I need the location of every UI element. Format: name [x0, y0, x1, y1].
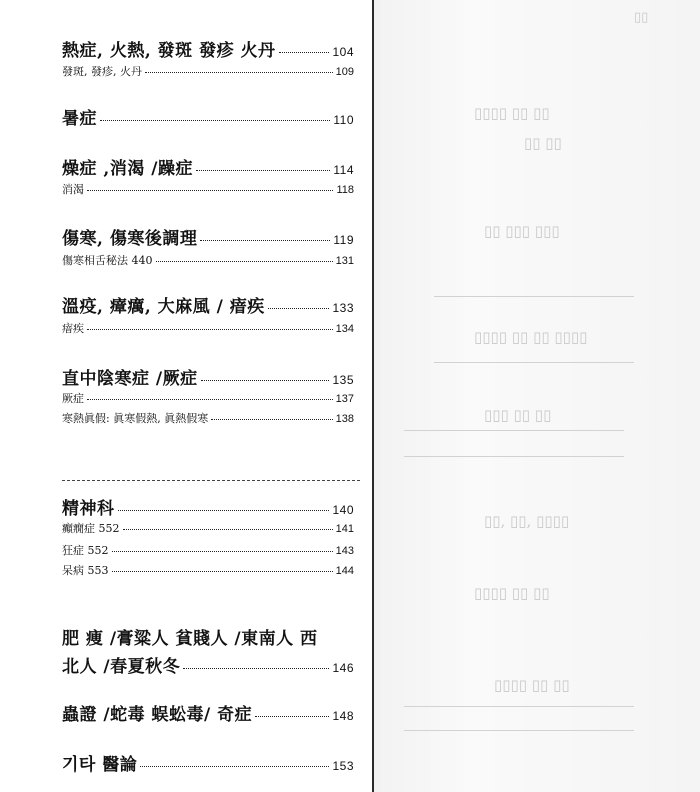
toc-entry-page: 118 — [336, 184, 354, 196]
toc-entry-page: 114 — [333, 163, 354, 177]
dot-leader — [112, 571, 333, 572]
toc-entry-page: 153 — [332, 759, 354, 773]
toc-entry-title: 北人 /春夏秋冬 — [62, 657, 181, 677]
toc-entry-title: 狂症 552 — [62, 544, 109, 557]
dot-leader — [87, 399, 333, 400]
toc-entry-page: 133 — [332, 301, 354, 315]
toc-entry-title: 瘖疾 — [62, 322, 84, 335]
toc-subentry[interactable] — [62, 542, 354, 558]
toc-entry-title: 燥症 ,消渴 /躁症 — [62, 159, 193, 179]
toc-subentry[interactable] — [62, 181, 354, 197]
toc-entry-page: 110 — [333, 113, 354, 127]
toc-subentry[interactable] — [62, 320, 354, 336]
dot-leader — [156, 261, 333, 262]
toc-subentry[interactable] — [62, 562, 354, 578]
toc-entry[interactable] — [62, 292, 354, 317]
toc-subentry[interactable] — [62, 410, 354, 426]
toc-entry-page: 134 — [335, 323, 354, 335]
dot-leader — [145, 72, 333, 73]
dot-leader — [118, 510, 330, 511]
toc-entry-title: 暑症 — [62, 109, 97, 129]
dot-leader — [211, 419, 332, 420]
toc-entry-title: 發斑, 發疹, 火丹 — [62, 65, 142, 78]
toc-entry-title: 精神科 — [62, 499, 115, 519]
dot-leader — [140, 766, 329, 767]
toc-entry-page: 104 — [332, 45, 354, 59]
toc-entry-page: 143 — [335, 545, 354, 557]
toc-entry-title: 消渴 — [62, 183, 84, 196]
dot-leader — [112, 551, 333, 552]
toc-entry-page: 131 — [335, 255, 354, 267]
toc-entry-page: 135 — [332, 373, 354, 387]
right-page-bleedthrough: ▯▯ ▯▯▯▯ ▯▯ ▯▯ ▯▯ ▯▯ ▯▯ ▯▯▯ ▯▯▯ ▯▯▯▯ ▯▯ ▯▯ ▯▯▯▯ ▯▯▯ ▯▯ ▯▯ ▯▯, ▯▯, ▯▯▯▯ ▯▯▯▯ ▯▯ ▯▯ ▯▯▯▯ ▯▯ ▯▯ — [374, 0, 700, 792]
toc-subentry[interactable] — [62, 252, 354, 268]
dot-leader — [200, 240, 330, 241]
toc-entry-page: 138 — [335, 413, 354, 425]
toc-entry[interactable] — [62, 652, 354, 677]
toc-entry-title: 蟲證 /蛇毒 蜈蚣毒/ 奇症 — [62, 705, 253, 725]
toc-subentry[interactable] — [62, 63, 354, 79]
toc-entry-page: 140 — [332, 503, 354, 517]
section-divider — [62, 480, 360, 481]
toc-entry-title: 기타 醫論 — [62, 755, 138, 775]
toc-entry-page: 144 — [335, 565, 354, 577]
dot-leader — [279, 52, 330, 53]
toc-entry-page: 137 — [335, 393, 354, 405]
toc-entry-page: 119 — [333, 233, 354, 247]
toc-entry-title: 傷寒, 傷寒後調理 — [62, 229, 198, 249]
toc-entry[interactable] — [62, 154, 354, 179]
dot-leader — [201, 380, 330, 381]
toc-entry-page: 148 — [332, 709, 354, 723]
toc-entry[interactable] — [62, 364, 354, 389]
toc-entry-title: 熱症, 火熱, 發斑 發疹 火丹 — [62, 41, 276, 61]
toc-entry-title: 傷寒相舌秘法 440 — [62, 254, 153, 267]
toc-entry-title: 溫疫, 瘴癘, 大麻風 / 瘖疾 — [62, 297, 265, 317]
dot-leader — [255, 716, 329, 717]
dot-leader — [196, 170, 330, 171]
dot-leader — [183, 668, 329, 669]
toc-entry[interactable] — [62, 224, 354, 249]
toc-entry-title: 呆病 553 — [62, 564, 109, 577]
toc-entry[interactable] — [62, 750, 354, 775]
toc-entry-title: 直中陰寒症 /厥症 — [62, 369, 198, 389]
toc-entry-page: 109 — [335, 66, 354, 78]
toc-entry[interactable] — [62, 700, 354, 725]
dot-leader — [123, 529, 333, 530]
toc-entry-page: 141 — [335, 523, 354, 535]
toc-entry-title: 寒熱眞假: 眞寒假熱, 眞熱假寒 — [62, 412, 209, 425]
dot-leader — [87, 329, 333, 330]
toc-entry[interactable] — [62, 36, 354, 61]
dot-leader — [100, 120, 330, 121]
toc-entry[interactable] — [62, 104, 354, 129]
toc-entry-title: 厥症 — [62, 392, 84, 405]
dot-leader — [87, 190, 333, 191]
toc-entry-title-line1[interactable]: 肥 痩 /膏粱人 貧賤人 /東南人 西 — [62, 629, 318, 649]
toc-subentry[interactable] — [62, 520, 354, 536]
toc-subentry[interactable] — [62, 390, 354, 406]
toc-entry-page: 146 — [332, 661, 354, 675]
toc-entry-title: 癲癇症 552 — [62, 522, 120, 535]
dot-leader — [268, 308, 330, 309]
toc-entry[interactable] — [62, 494, 354, 519]
